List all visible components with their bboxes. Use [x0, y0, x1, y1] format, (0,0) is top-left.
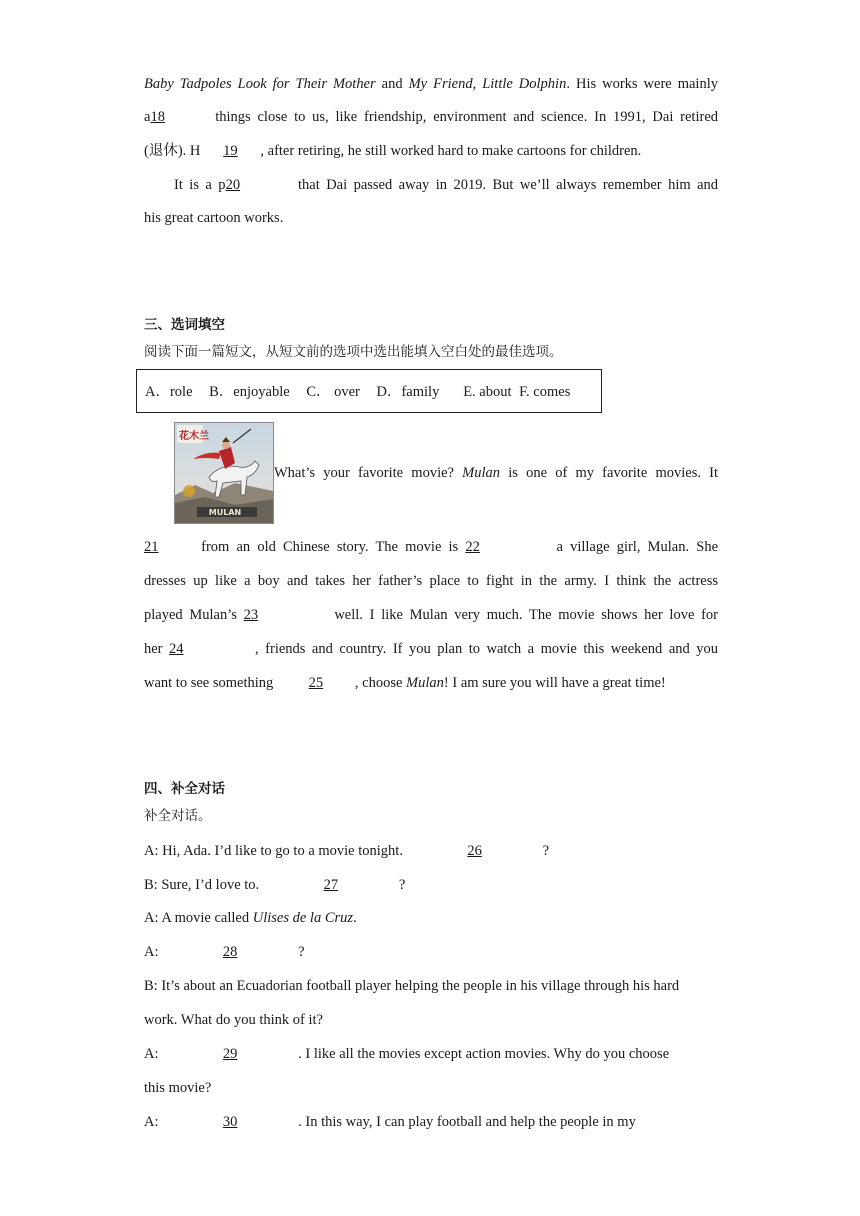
text: ?	[542, 843, 550, 859]
text: , after retiring, he still worked hard to make cartoons for children.	[260, 143, 642, 159]
text: . In this way, I can play football and help the people in my	[298, 1114, 636, 1130]
story-line-2	[144, 537, 718, 557]
dialogue-line-9	[144, 1112, 718, 1132]
text: things close to us, like friendship, environment and science. In 1991, Dai retired	[208, 109, 718, 125]
mulan-poster-image	[174, 422, 274, 524]
blank-24: 24	[169, 641, 184, 657]
text: a	[144, 109, 151, 125]
text: and	[375, 76, 409, 92]
dialogue-line-4	[144, 942, 718, 962]
book-title: Baby Tadpoles Look for Their Mother	[144, 76, 376, 92]
story-line-1	[274, 463, 718, 483]
text: a village girl, Mulan. She	[549, 539, 718, 555]
story-line-5	[144, 639, 718, 659]
text: ! I am sure you will have a great time!	[443, 675, 666, 691]
passage-line-1	[144, 74, 718, 94]
text: . I like all the movies except action movies. Why do you choose	[298, 1046, 670, 1062]
blank-23: 23	[243, 607, 259, 623]
text: , choose	[354, 675, 407, 691]
text: What’s your favorite movie?	[274, 465, 463, 481]
option-a: A．role	[145, 384, 193, 400]
text: A: Hi, Ada. I’d like to go to a movie tonight.	[144, 843, 407, 859]
dialogue-line-5: B: It’s about an Ecuadorian football player helping the people in his village through his hard	[144, 978, 680, 994]
dialogue-line-6: work. What do you think of it?	[144, 1012, 323, 1028]
text: from an old Chinese story. The movie is	[194, 539, 466, 555]
blank-21: 21	[144, 539, 159, 555]
text: B: Sure, I’d love to.	[144, 877, 263, 893]
dialogue-line-8: this movie?	[144, 1080, 212, 1096]
text: is one of my favorite movies. It	[500, 465, 719, 481]
passage-line-4	[144, 175, 718, 195]
text: .	[353, 910, 357, 926]
story-line-3: dresses up like a boy and takes her father’s place to fight in the army. I think the actress	[144, 573, 718, 589]
section-3-title: 三、选词填空	[144, 317, 225, 333]
option-b: B．enjoyable	[209, 384, 290, 400]
blank-19: 19	[223, 143, 238, 159]
text: her	[144, 641, 170, 657]
section-4-title: 四、补全对话	[144, 781, 225, 797]
passage-line-5: his great cartoon works.	[144, 210, 284, 226]
book-title: My Friend, Little Dolphin	[408, 76, 567, 92]
blank-25: 25	[308, 675, 324, 691]
word-options-box	[136, 369, 602, 413]
option-f: F. comes	[519, 384, 571, 400]
option-e: E. about	[455, 384, 512, 400]
movie-title: Mulan	[462, 465, 501, 481]
dialogue-line-2	[144, 875, 718, 895]
story-line-6	[144, 673, 718, 693]
text: ?	[398, 877, 406, 893]
dialogue-line-7	[144, 1044, 718, 1064]
text: (退休). H	[144, 143, 201, 159]
text: A: A movie called	[144, 910, 253, 926]
option-d: D．family	[376, 384, 440, 400]
text: well. I like Mulan very much. The movie shows her love for	[327, 607, 718, 623]
dialogue-line-1	[144, 841, 718, 861]
passage-line-3	[144, 141, 718, 161]
poster-illustration	[175, 423, 273, 523]
blank-22: 22	[465, 539, 480, 555]
blank-27: 27	[323, 877, 339, 893]
section-3-instruction: 阅读下面一篇短文，从短文前的选项中选出能填入空白处的最佳选项。	[144, 344, 563, 360]
text: want to see something	[144, 675, 277, 691]
dialogue-line-3	[144, 908, 718, 928]
blank-28: 28	[222, 944, 238, 960]
blank-26: 26	[467, 843, 482, 859]
blank-20: 20	[225, 177, 241, 193]
text: that Dai passed away in 2019. But we’ll always remember him and	[291, 177, 719, 193]
text: A:	[144, 1114, 163, 1130]
blank-29: 29	[222, 1046, 238, 1062]
text: , friends and country. If you plan to watch a movie this weekend and you	[255, 641, 719, 657]
text: ?	[298, 944, 305, 960]
passage-line-2	[144, 107, 718, 127]
text: . His works were mainly	[566, 76, 718, 92]
text: It is a p	[174, 177, 226, 193]
section-4-instruction: 补全对话。	[144, 808, 212, 824]
blank-18: 18	[150, 109, 165, 125]
text: A:	[144, 1046, 163, 1062]
text: A:	[144, 944, 163, 960]
poster-caption: MULAN	[208, 508, 242, 517]
movie-title: Mulan	[406, 675, 444, 691]
blank-30: 30	[222, 1114, 238, 1130]
text: played Mulan’s	[144, 607, 244, 623]
movie-title: Ulises de la Cruz	[252, 910, 354, 926]
story-line-4	[144, 605, 718, 625]
option-c: C． over	[306, 384, 360, 400]
poster-title: 花木兰	[179, 431, 209, 442]
